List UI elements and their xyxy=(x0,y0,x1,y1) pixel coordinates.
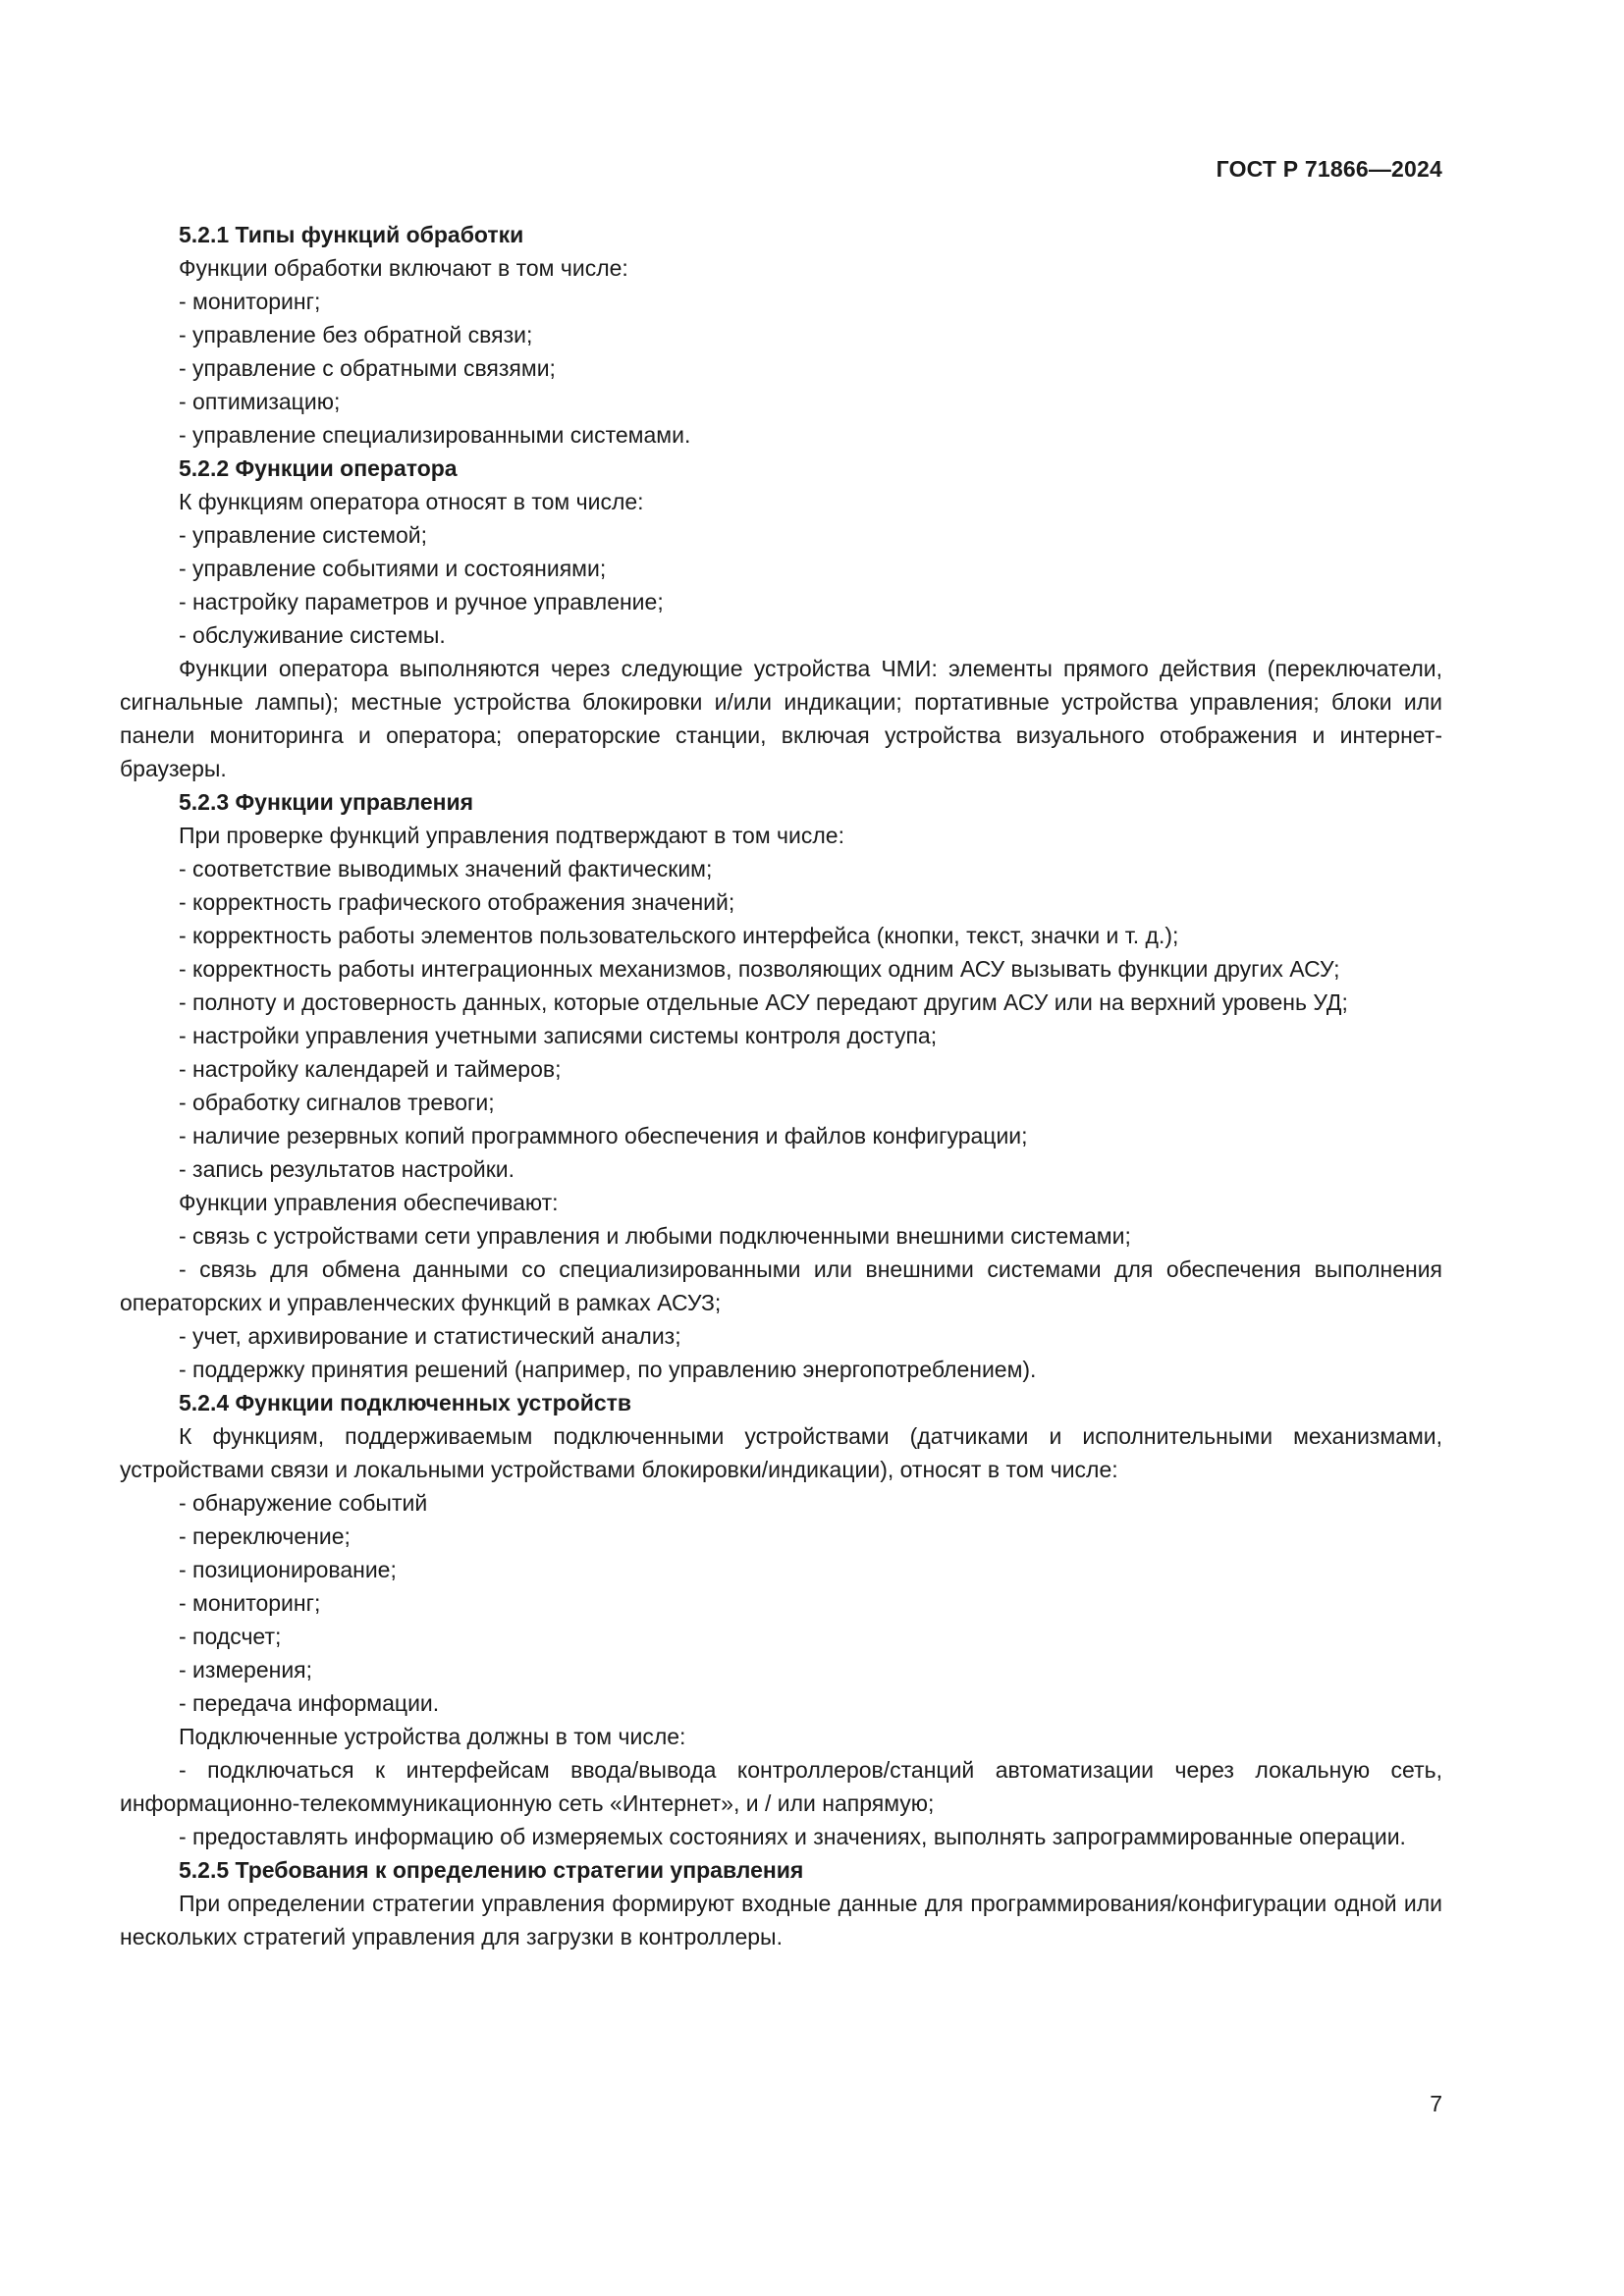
list-item: - поддержку принятия решений (например, по управлению энергопотреблением). xyxy=(179,1357,1037,1382)
paragraph: Функции обработки включают в том числе: xyxy=(179,255,628,281)
document-header xyxy=(120,155,1442,183)
list-item: - связь с устройствами сети управления и любыми подключенными внешними системами; xyxy=(179,1223,1131,1249)
list-item: - управление специализированными системами. xyxy=(179,422,691,448)
list-item: - переключение; xyxy=(179,1523,351,1549)
list-item: - позиционирование; xyxy=(179,1557,397,1582)
list-item: - настройку параметров и ручное управление; xyxy=(179,589,664,614)
list-item: - подсчет; xyxy=(179,1624,282,1649)
paragraph: При проверке функций управления подтверждают в том числе: xyxy=(179,823,844,848)
list-item: - подключаться к интерфейсам ввода/вывода контроллеров/станций автоматизации через локальную сеть, информационно-телекоммуникационную сеть «Интернет», и / или напрямую; xyxy=(120,1757,1442,1816)
document-number: ГОСТ Р 71866—2024 xyxy=(1216,156,1442,182)
list-item: - обработку сигналов тревоги; xyxy=(179,1090,495,1115)
list-item: - обнаружение событий xyxy=(179,1490,428,1516)
list-item: - оптимизацию; xyxy=(179,389,341,414)
list-item: - корректность работы интеграционных механизмов, позволяющих одним АСУ вызывать функции других АСУ; xyxy=(179,956,1340,982)
list-item: - передача информации. xyxy=(179,1690,440,1716)
list-item: - обслуживание системы. xyxy=(179,622,446,648)
list-item: - измерения; xyxy=(179,1657,313,1682)
paragraph: К функциям оператора относят в том числе: xyxy=(179,489,644,514)
list-item: - корректность работы элементов пользовательского интерфейса (кнопки, текст, значки и т. д.); xyxy=(179,923,1179,948)
list-item: - учет, архивирование и статистический анализ; xyxy=(179,1323,681,1349)
page-number: 7 xyxy=(1430,2091,1442,2116)
list-item: - управление без обратной связи; xyxy=(179,322,533,347)
list-item: - управление событиями и состояниями; xyxy=(179,556,607,581)
list-item: - управление системой; xyxy=(179,522,427,548)
list-item: - управление с обратными связями; xyxy=(179,355,556,381)
list-item: - связь для обмена данными со специализированными или внешними системами для обеспечения выполнения операторских и управленческих функций в рамках АСУЗ; xyxy=(120,1256,1442,1315)
paragraph: Функции оператора выполняются через следующие устройства ЧМИ: элементы прямого действия (переключатели, сигнальные лампы); местные устройства блокировки и/или индикации; портативные устройства управления; блоки или панели мониторинга и оператора; операторские станции, включая устройства визуального отображения и интернет-браузеры. xyxy=(120,656,1442,781)
page-footer xyxy=(1430,2087,1442,2120)
section-heading: 5.2.4 Функции подключенных устройств xyxy=(179,1390,632,1415)
list-item: - соответствие выводимых значений фактическим; xyxy=(179,856,713,881)
section-heading: 5.2.5 Требования к определению стратегии управления xyxy=(179,1857,804,1883)
list-item: - мониторинг; xyxy=(179,289,321,314)
section-heading: 5.2.3 Функции управления xyxy=(179,789,474,815)
list-item: - корректность графического отображения значений; xyxy=(179,889,735,915)
paragraph: Подключенные устройства должны в том числе: xyxy=(179,1724,686,1749)
list-item: - мониторинг; xyxy=(179,1590,321,1616)
paragraph: Функции управления обеспечивают: xyxy=(179,1190,559,1215)
section-heading: 5.2.1 Типы функций обработки xyxy=(179,222,524,247)
list-item: - полноту и достоверность данных, которые отдельные АСУ передают другим АСУ или на верхний уровень УД; xyxy=(179,989,1348,1015)
list-item: - предоставлять информацию об измеряемых состояниях и значениях, выполнять запрограммированные операции. xyxy=(179,1824,1406,1849)
document-content xyxy=(120,218,1442,1953)
list-item: - запись результатов настройки. xyxy=(179,1156,515,1182)
paragraph: При определении стратегии управления формируют входные данные для программирования/конфигурации одной или нескольких стратегий управления для загрузки в контроллеры. xyxy=(120,1891,1442,1949)
paragraph: К функциям, поддерживаемым подключенными устройствами (датчиками и исполнительными механизмами, устройствами связи и локальными устройствами блокировки/индикации), относят в том числе: xyxy=(120,1423,1442,1482)
list-item: - настройки управления учетными записями системы контроля доступа; xyxy=(179,1023,938,1048)
section-heading: 5.2.2 Функции оператора xyxy=(179,455,458,481)
list-item: - настройку календарей и таймеров; xyxy=(179,1056,562,1082)
list-item: - наличие резервных копий программного обеспечения и файлов конфигурации; xyxy=(179,1123,1028,1148)
